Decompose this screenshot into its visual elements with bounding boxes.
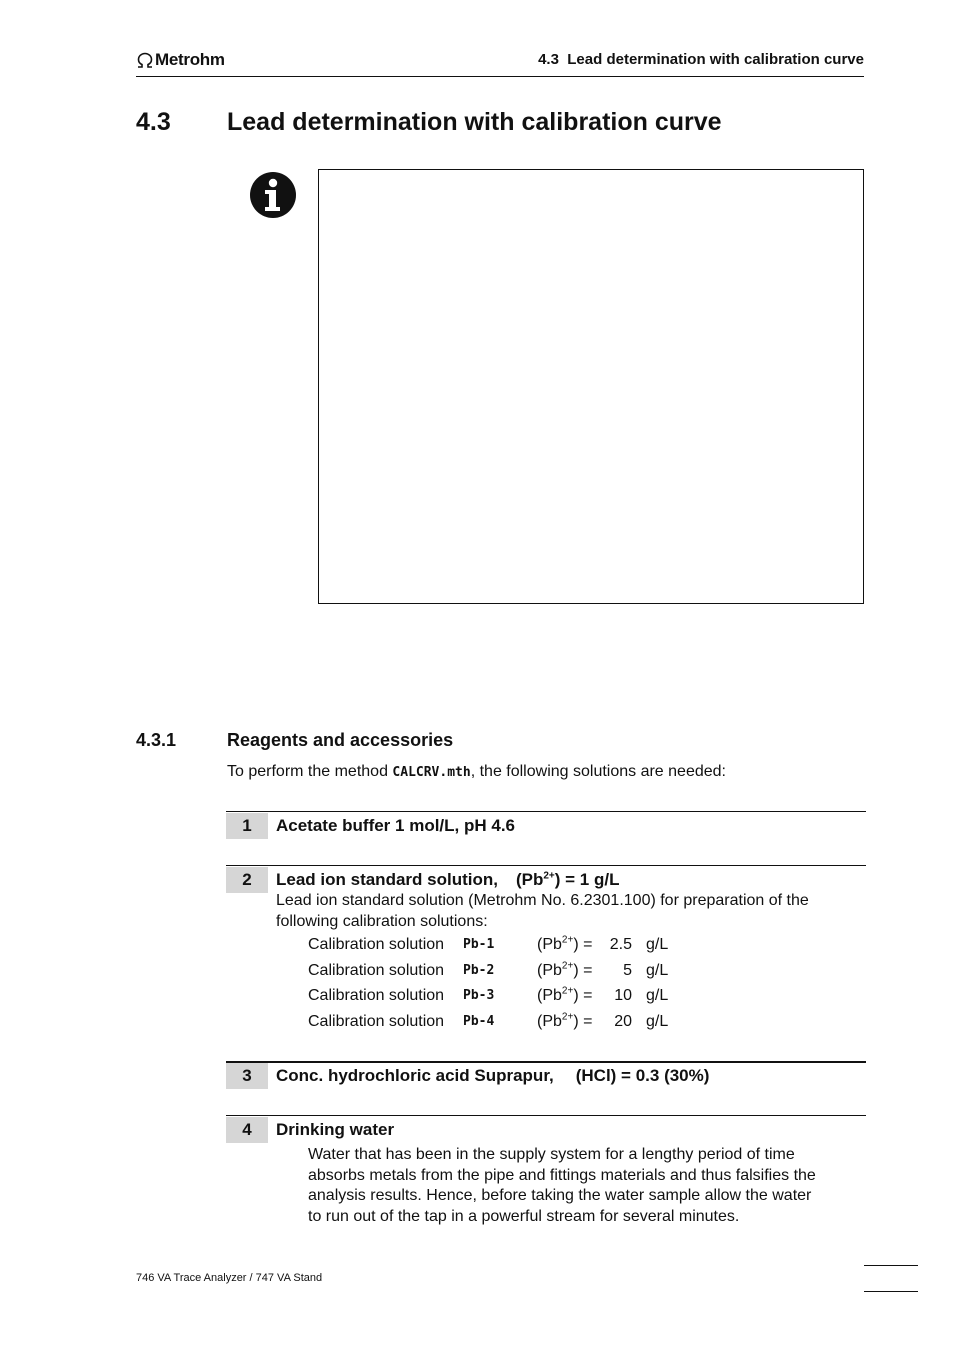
calibration-value: 2.5 xyxy=(609,936,632,953)
item-title: Drinking water xyxy=(276,1120,395,1139)
item-number: 4 xyxy=(226,1117,268,1143)
calibration-unit: g/L xyxy=(646,987,669,1004)
item-title-part: ) = 1 g/L xyxy=(554,870,620,889)
section-number: 4.3 xyxy=(136,108,171,136)
subsection-title: Reagents and accessories xyxy=(227,730,454,750)
item-title-part: Conc. hydrochloric acid Suprapur, xyxy=(276,1066,554,1085)
calibration-unit: g/L xyxy=(646,962,669,979)
species-text: (Pb xyxy=(537,987,562,1004)
item-number: 2 xyxy=(226,867,268,893)
calibration-value: 5 xyxy=(623,962,632,979)
metrohm-logo xyxy=(136,50,225,70)
calibration-code: Pb-2 xyxy=(463,963,495,978)
info-icon xyxy=(250,172,296,218)
calibration-label: Calibration solution xyxy=(308,1013,445,1030)
item-divider xyxy=(226,865,866,866)
item-title-part: (Pb xyxy=(515,870,544,889)
item-paragraph-line: to run out of the tap in a powerful stream for several minutes. xyxy=(308,1208,740,1225)
info-box xyxy=(318,169,864,604)
item-description: following calibration solutions: xyxy=(276,913,488,930)
species-eq: ) = xyxy=(573,962,593,979)
species-charge: 2+ xyxy=(561,985,574,997)
calibration-species xyxy=(537,1009,592,1035)
omega-logo-icon xyxy=(136,52,154,68)
calibration-label: Calibration solution xyxy=(308,936,445,953)
species-text: (Pb xyxy=(537,962,562,979)
header-divider xyxy=(136,76,864,77)
calibration-species xyxy=(537,932,592,958)
calibration-species xyxy=(537,958,592,984)
species-eq: ) = xyxy=(573,1013,593,1030)
calibration-value: 10 xyxy=(614,987,632,1004)
item-description: Lead ion standard solution (Metrohm No. 6.2301.100) for preparation of the xyxy=(276,892,809,909)
item-title-superscript: 2+ xyxy=(543,870,555,882)
calibration-code: Pb-3 xyxy=(463,988,495,1003)
item-divider xyxy=(226,1115,866,1116)
intro-text xyxy=(227,763,726,781)
footer-product: 746 VA Trace Analyzer / 747 VA Stand xyxy=(136,1272,323,1284)
species-text: (Pb xyxy=(537,936,562,953)
subsection-number: 4.3.1 xyxy=(136,730,177,750)
species-charge: 2+ xyxy=(561,1011,574,1023)
species-eq: ) = xyxy=(573,987,593,1004)
species-eq: ) = xyxy=(573,936,593,953)
calibration-unit: g/L xyxy=(646,936,669,953)
calibration-unit: g/L xyxy=(646,1013,669,1030)
item-number: 3 xyxy=(226,1063,268,1089)
calibration-label: Calibration solution xyxy=(308,987,445,1004)
item-title xyxy=(276,1063,709,1089)
item-title-part: Lead ion standard solution, xyxy=(276,870,498,889)
item-title: Acetate buffer 1 mol/L, pH 4.6 xyxy=(276,816,515,835)
item-paragraph-line: Water that has been in the supply system for a lengthy period of time xyxy=(308,1146,795,1163)
method-name: CALCRV.mth xyxy=(392,765,471,780)
species-charge: 2+ xyxy=(561,960,574,972)
species-text: (Pb xyxy=(537,1013,562,1030)
item-title-part: (HCl) = 0.3 (30%) xyxy=(575,1066,710,1085)
item-paragraph-line: analysis results. Hence, before taking the water sample allow the water xyxy=(308,1187,812,1204)
item-number: 1 xyxy=(226,813,268,839)
intro-before: To perform the method xyxy=(227,763,393,780)
calibration-code: Pb-1 xyxy=(463,937,495,952)
calibration-species xyxy=(537,983,592,1009)
calibration-label: Calibration solution xyxy=(308,962,445,979)
footer-rule xyxy=(864,1291,918,1292)
calibration-value: 20 xyxy=(614,1013,632,1030)
item-divider xyxy=(226,811,866,812)
intro-after: , the following solutions are needed: xyxy=(470,763,726,780)
species-charge: 2+ xyxy=(561,934,574,946)
footer-rule xyxy=(864,1265,918,1266)
section-title: Lead determination with calibration curve xyxy=(227,108,722,136)
calibration-code: Pb-4 xyxy=(463,1014,495,1029)
logo-text: Metrohm xyxy=(155,50,225,69)
item-paragraph-line: absorbs metals from the pipe and fittings materials and thus falsifies the xyxy=(308,1167,816,1184)
running-header: 4.3 Lead determination with calibration curve xyxy=(538,51,864,68)
